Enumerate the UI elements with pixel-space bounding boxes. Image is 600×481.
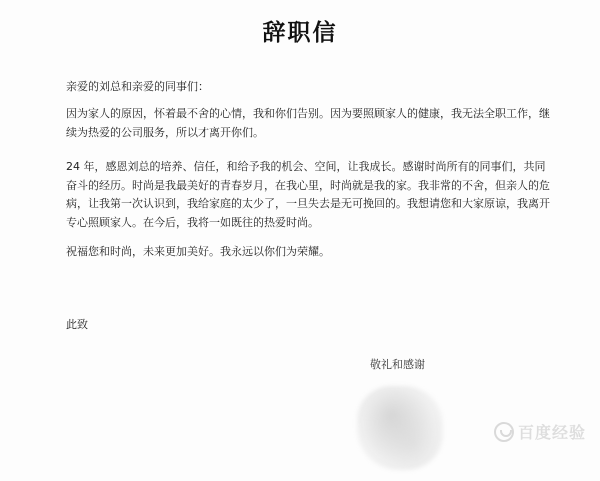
paragraph-1: 因为家人的原因，怀着最不舍的心情，我和你们告别。因为要照顾家人的健康，我无法全职工作，继续为热爱的公司服务，所以才离开你们。: [66, 107, 550, 139]
regards-line: 敬礼和感谢: [370, 358, 425, 371]
watermark-text: 百度经验: [517, 423, 586, 442]
blurred-signature: [357, 386, 443, 470]
salutation: 亲爱的刘总和亲爱的同事们：: [66, 80, 209, 93]
watermark: [494, 420, 586, 443]
closing-phrase: 此致: [66, 318, 88, 331]
baidu-jingyan-logo-icon: [494, 422, 514, 442]
letter-title: 辞职信: [262, 19, 338, 46]
paragraph-3: 祝福您和时尚，未来更加美好。我永远以你们为荣耀。: [66, 245, 330, 258]
paragraph-2: 24 年，感恩刘总的培养、信任，和给予我的机会、空间，让我成长。感谢时尚所有的同事们，共同奋斗的经历。时尚是我最美好的青春岁月，在我心里，时尚就是我的家。我非常的不舍，但亲人的危病，让我第一次认识到，我给家庭的太少了，一旦失去是无可挽回的。我想请您和大家原谅，我离开专心照顾家人。在今后，我将一如既往的热爱时尚。: [66, 160, 550, 229]
